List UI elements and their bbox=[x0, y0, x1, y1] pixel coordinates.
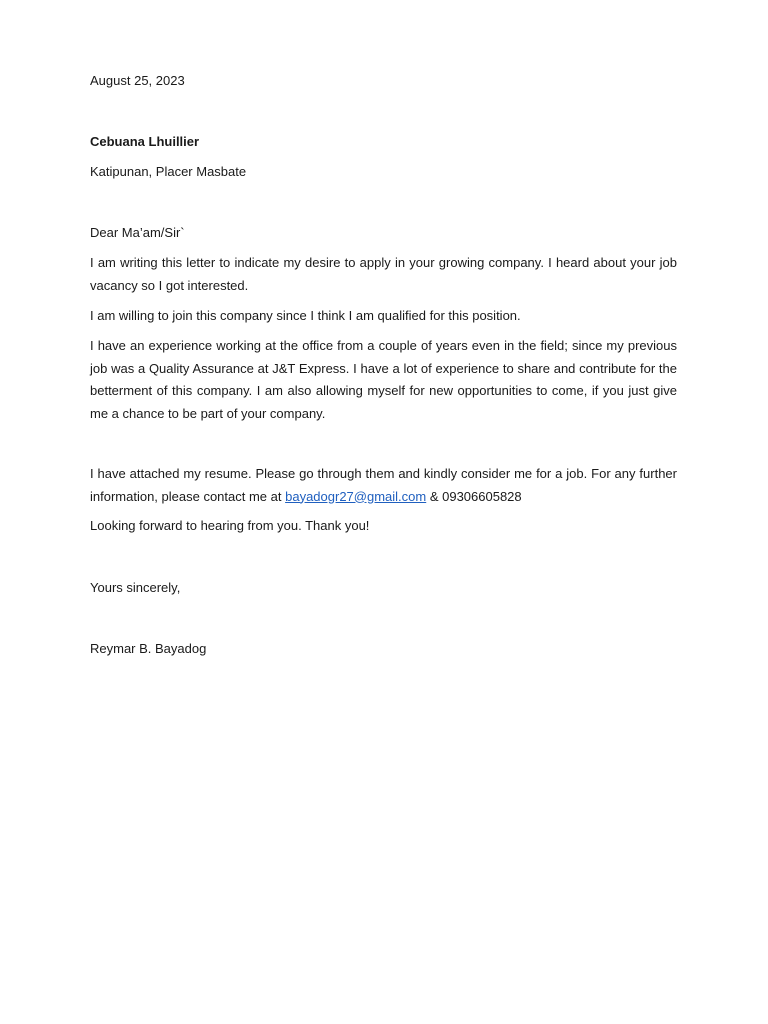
recipient-name: Cebuana Lhuillier bbox=[90, 134, 200, 149]
contact-text-phone: & 09306605828 bbox=[426, 488, 522, 504]
email-link[interactable]: bayadogr27@gmail.com bbox=[285, 488, 427, 504]
body-paragraph-contact bbox=[90, 463, 677, 508]
closing: Yours sincerely, bbox=[90, 580, 181, 595]
letter-date: August 25, 2023 bbox=[90, 73, 185, 88]
recipient-address: Katipunan, Placer Masbate bbox=[90, 164, 247, 179]
signature-name: Reymar B. Bayadog bbox=[90, 641, 207, 656]
salutation: Dear Ma’am/Sir` bbox=[90, 225, 185, 240]
body-paragraph-experience: I have an experience working at the office from a couple of years even in the field; since my previous job was a Quality Assurance at J&T Express. I have a lot of experience to share and contribute for the betterment of this company. I am also allowing myself for new opportunities to come, if you just give me a chance to be part of your company. bbox=[90, 338, 677, 421]
body-paragraph-qualified: I am willing to join this company since I think I am qualified for this position. bbox=[90, 308, 521, 323]
contact-text-before-email: I have attached my resume. Please go through them and kindly consider me for a job. For any further information, please contact me at bbox=[90, 466, 677, 504]
body-paragraph-intro: I am writing this letter to indicate my desire to apply in your growing company. I heard about your job vacancy so I got interested. bbox=[90, 255, 677, 293]
body-paragraph-closing-remark: Looking forward to hearing from you. Thank you! bbox=[90, 518, 370, 533]
